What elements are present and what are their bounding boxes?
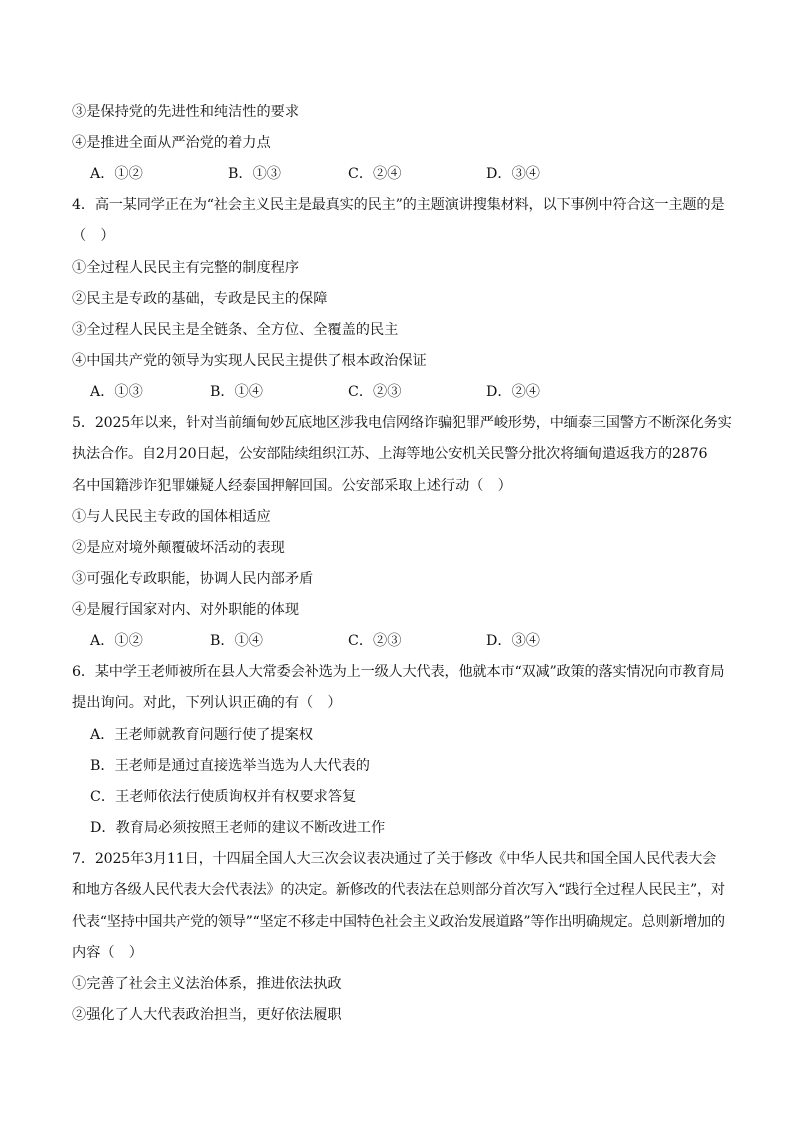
q5-stem-line-2: 执法合作。自2月20日起，公安部陆续组织江苏、上海等地公安机关民警分批次将缅甸遣返我方的2876 bbox=[72, 446, 708, 462]
q4-stem-line-2: （ ） bbox=[72, 228, 115, 244]
q6-choice-c: C．王老师依法行使质询权并有权要求答复 bbox=[90, 789, 357, 805]
q3-option-b: B．①③ bbox=[228, 166, 281, 182]
q4-item-3: ③全过程人民民主是全链条、全方位、全覆盖的民主 bbox=[72, 322, 399, 338]
q3-option-d: D．③④ bbox=[486, 166, 540, 182]
q4-options bbox=[90, 382, 730, 402]
q4-option-a: A．①③ bbox=[90, 384, 143, 400]
q5-item-2: ②是应对境外颠覆破坏活动的表现 bbox=[72, 540, 285, 556]
q3-option-a: A．①② bbox=[90, 166, 143, 182]
q5-item-1: ①与人民民主专政的国体相适应 bbox=[72, 509, 271, 525]
q4-option-b: B．①④ bbox=[210, 384, 263, 400]
q5-item-3: ③可强化专政职能，协调人民内部矛盾 bbox=[72, 571, 314, 587]
q5-stem-line-1: 5．2025年以来，针对当前缅甸妙瓦底地区涉我电信网络诈骗犯罪严峻形势，中缅泰三国警方不断深化务实 bbox=[72, 415, 732, 431]
q7-item-2: ②强化了人大代表政治担当，更好依法履职 bbox=[72, 1007, 342, 1023]
q6-stem-line-2: 提出询问。对此，下列认识正确的有（ ） bbox=[72, 695, 342, 711]
q7-stem-line-3: 代表“坚持中国共产党的领导”“坚定不移走中国特色社会主义政治发展道路”等作出明确规定。总则新增加的 bbox=[72, 914, 725, 930]
q5-options bbox=[90, 631, 730, 651]
q7-stem-line-1: 7．2025年3月11日，十四届全国人大三次会议表决通过了关于修改《中华人民共和国全国人民代表大会 bbox=[72, 851, 717, 867]
q6-choice-d: D．教育局必须按照王老师的建议不断改进工作 bbox=[90, 820, 386, 836]
q4-item-4: ④中国共产党的领导为实现人民民主提供了根本政治保证 bbox=[72, 353, 427, 369]
q5-option-c: C．②③ bbox=[348, 633, 402, 649]
q5-option-a: A．①② bbox=[90, 633, 143, 649]
q4-stem-line-1: 4．高一某同学正在为“社会主义民主是最真实的民主”的主题演讲搜集材料，以下事例中符合这一主题的是 bbox=[72, 197, 725, 213]
q4-option-d: D．②④ bbox=[486, 384, 540, 400]
q4-item-2: ②民主是专政的基础，专政是民主的保障 bbox=[72, 291, 328, 307]
q6-stem-line-1: 6．某中学王老师被所在县人大常委会补选为上一级人大代表，他就本市“双减”政策的落实情况向市教育局 bbox=[72, 664, 725, 680]
q3-item-3: ③是保持党的先进性和纯洁性的要求 bbox=[72, 104, 300, 120]
q7-item-1: ①完善了社会主义法治体系，推进依法执政 bbox=[72, 976, 342, 992]
q7-stem-line-2: 和地方各级人民代表大会代表法》的决定。新修改的代表法在总则部分首次写入“践行全过程人民民主”，对 bbox=[72, 882, 725, 898]
q5-option-d: D．③④ bbox=[486, 633, 540, 649]
q3-item-4: ④是推进全面从严治党的着力点 bbox=[72, 135, 271, 151]
q5-stem-line-3: 名中国籍涉诈犯罪嫌疑人经泰国押解回国。公安部采取上述行动（ ） bbox=[72, 478, 512, 494]
q6-choice-a: A．王老师就教育问题行使了提案权 bbox=[90, 727, 314, 743]
q3-options bbox=[90, 164, 730, 184]
q4-item-1: ①全过程人民民主有完整的制度程序 bbox=[72, 260, 300, 276]
q4-option-c: C．②③ bbox=[348, 384, 402, 400]
q3-option-c: C．②④ bbox=[348, 166, 402, 182]
q7-stem-line-4: 内容（ ） bbox=[72, 945, 143, 961]
q5-option-b: B．①④ bbox=[210, 633, 263, 649]
q6-choice-b: B．王老师是通过直接选举当选为人大代表的 bbox=[90, 758, 370, 774]
q5-item-4: ④是履行国家对内、对外职能的体现 bbox=[72, 602, 300, 618]
